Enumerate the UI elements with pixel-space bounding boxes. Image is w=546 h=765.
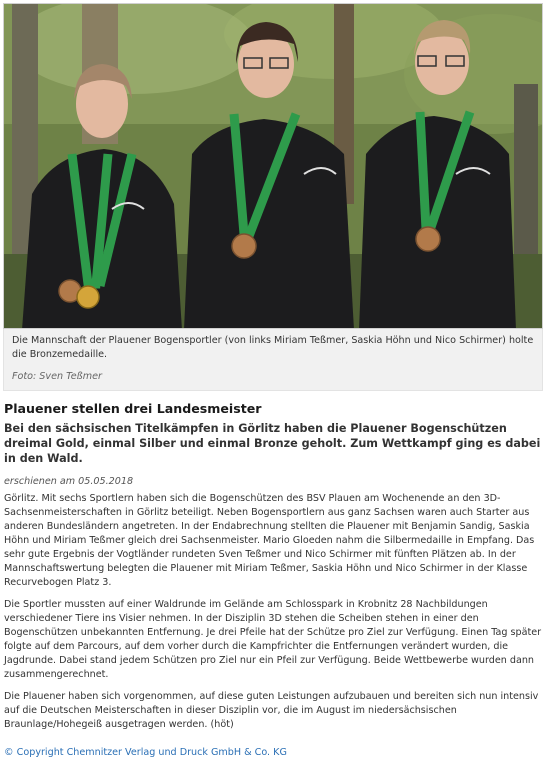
article-headline: Plauener stellen drei Landesmeister: [4, 401, 262, 416]
publish-info: [4, 475, 542, 488]
copyright-footer: [4, 746, 542, 759]
photo-caption: Die Mannschaft der Plauener Bogensportler (von links Miriam Teßmer, Saskia Höhn und Nico Schirmer) holte die Bronzemedaille.: [12, 335, 534, 360]
group-photo-image: [4, 4, 543, 329]
publish-prefix: erschienen am: [4, 476, 76, 487]
publish-date: 05.05.2018: [78, 476, 134, 487]
photo-caption-box: [3, 329, 543, 391]
article-photo: [3, 3, 543, 329]
article-page: [3, 3, 543, 759]
copyright-link[interactable]: Copyright Chemnitzer Verlag und Druck GmbH & Co. KG: [16, 747, 287, 758]
photo-credit: Foto: Sven Teßmer: [12, 371, 102, 382]
article-paragraph-1: Görlitz. Mit sechs Sportlern haben sich die Bogenschützen des BSV Plauen am Wochenende an den 3D-Sachsenmeisterschaften in Görlitz beteiligt. Neben Bogensportlern aus ganz Sachsen waren auch Starter aus anderen Bundesländern angetreten. In der Endabrechnung stellten die Plauener mit Benjamin Sandig, Saskia Höhn und Miriam Teßmer gleich drei Sachsenmeister. Mario Gloeden nahm die Silbermedaille in Empfang. Das sehr gute Ergebnis der Vogtländer rundeten Sven Teßmer und Nico Schirmer mit fünften Plätzen ab. In der Mannschaftswertung belegten die Plauener mit Miriam Teßmer, Saskia Höhn und Nico Schirmer in der Klasse Recurvebogen Platz 3.: [4, 493, 535, 588]
article-paragraph-3: Die Plauener haben sich vorgenommen, auf diese guten Leistungen aufzubauen und bereiten sich nun intensiv auf die Deutschen Meisterschaften in dieser Disziplin vor, die im August im niedersächsischen Braunlage/Hohegeiß ausgetragen werden. (höt): [4, 691, 539, 730]
copyright-icon: ©: [4, 747, 14, 758]
article-body: [3, 401, 543, 759]
article-teaser: Bei den sächsischen Titelkämpfen in Görlitz haben die Plauener Bogenschützen dreimal Gold, einmal Silber und einmal Bronze geholt. Zum Wettkampf ging es dabei in den Wald.: [4, 422, 541, 465]
article-paragraph-2: Die Sportler mussten auf einer Waldrunde im Gelände am Schlosspark in Krobnitz 28 Nachbildungen verschiedener Tiere ins Visier nehmen. In der Disziplin 3D stehen die Scheiben stehen in einer den Bogenschützen unbekannten Entfernung. Je drei Pfeile hat der Schütze pro Ziel zur Verfügung. Einen Tag später folgte auf dem Parcours, auf dem vorher durch die Kampfrichter die Entfernungen verändert wurden, die Jagdrunde. Dabei stand jedem Schützen pro Ziel nur ein Pfeil zur Verfügung. Beide Wettbewerbe wurden dann zusammengerechnet.: [4, 599, 542, 680]
